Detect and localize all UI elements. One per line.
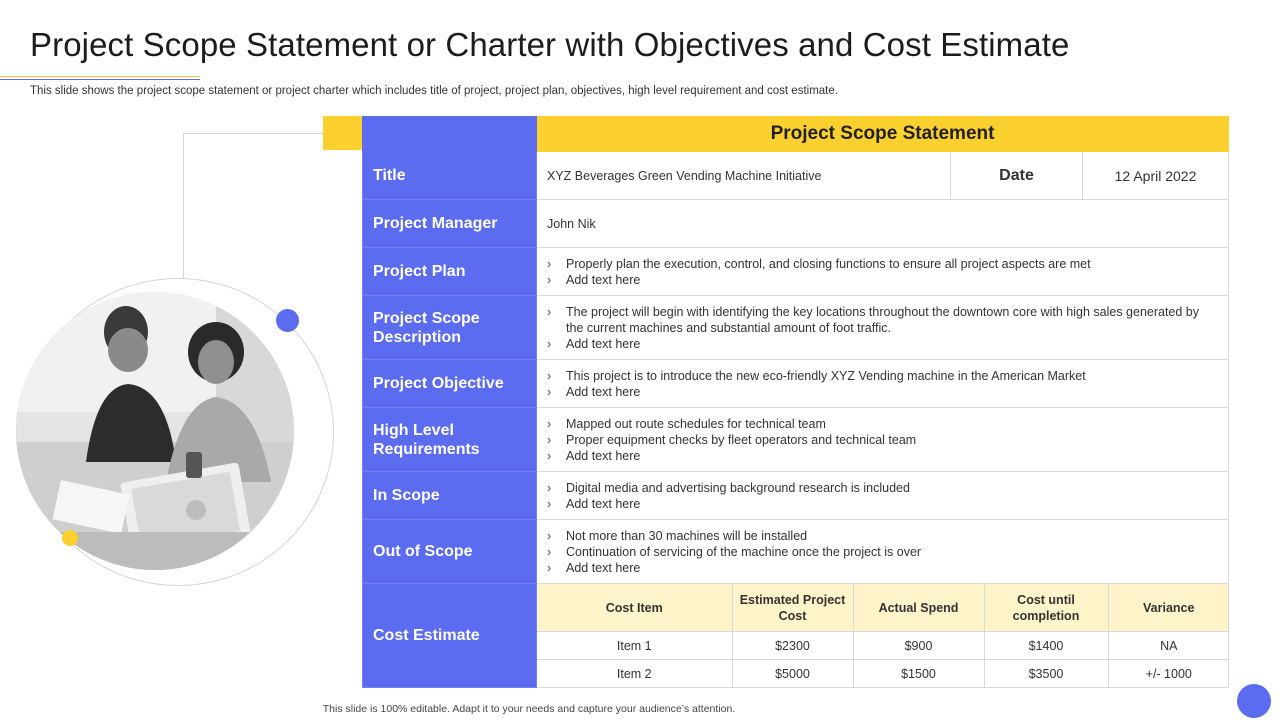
list-item: › Add text here xyxy=(547,560,1218,576)
list-item: › Mapped out route schedules for technical team xyxy=(547,416,1218,432)
decorative-dot-yellow xyxy=(62,530,78,546)
decorative-connector-vertical xyxy=(183,133,184,278)
cost-cell: NA xyxy=(1108,632,1229,660)
title-underline-blue xyxy=(0,79,200,80)
row-label-project-objective: Project Objective xyxy=(363,360,537,408)
row-label-title: Title xyxy=(363,152,537,200)
project-scope-description-content xyxy=(537,296,1229,360)
list-item: › Not more than 30 machines will be installed xyxy=(547,528,1218,544)
list-item: › The project will begin with identifying the key locations throughout the downtown core with high sales generated by the current machines and substantial amount of foot traffic. xyxy=(547,304,1218,336)
row-label-project-plan: Project Plan xyxy=(363,248,537,296)
cost-cell: Item 1 xyxy=(537,632,732,660)
cost-cell: $2300 xyxy=(732,632,853,660)
table-row xyxy=(537,632,1229,660)
title-underline-yellow xyxy=(0,76,200,77)
slide-title: Project Scope Statement or Charter with Objectives and Cost Estimate xyxy=(30,26,1070,63)
row-label-high-level-requirements: High Level Requirements xyxy=(363,408,537,472)
list-item: › This project is to introduce the new eco-friendly XYZ Vending machine in the American Market xyxy=(547,368,1218,384)
out-of-scope-content xyxy=(537,520,1229,584)
cost-cell: +/- 1000 xyxy=(1108,660,1229,688)
cost-column-header: Cost Item xyxy=(537,584,732,632)
project-plan-content xyxy=(537,248,1229,296)
list-item: › Proper equipment checks by fleet operators and technical team xyxy=(547,432,1218,448)
row-label-cost-estimate: Cost Estimate xyxy=(363,584,537,688)
cost-estimate-content xyxy=(537,584,1229,688)
cost-cell: $1500 xyxy=(853,660,984,688)
in-scope-content xyxy=(537,472,1229,520)
cost-estimate-table xyxy=(537,584,1229,687)
list-item: › Add text here xyxy=(547,448,1218,464)
list-item: › Add text here xyxy=(547,272,1218,288)
cost-cell: $3500 xyxy=(984,660,1108,688)
decorative-connector-horizontal xyxy=(183,133,323,134)
row-label-project-manager: Project Manager xyxy=(363,200,537,248)
table-header: Project Scope Statement xyxy=(537,117,1229,152)
list-item: › Properly plan the execution, control, and closing functions to ensure all project aspects are met xyxy=(547,256,1218,272)
decorative-corner-dot xyxy=(1237,684,1271,718)
cost-cell: $900 xyxy=(853,632,984,660)
team-photo xyxy=(16,292,294,570)
project-title-value: XYZ Beverages Green Vending Machine Initiative xyxy=(537,152,951,200)
list-item: › Continuation of servicing of the machine once the project is over xyxy=(547,544,1218,560)
list-item: › Add text here xyxy=(547,384,1218,400)
list-item: › Add text here xyxy=(547,336,1218,352)
cost-cell: $1400 xyxy=(984,632,1108,660)
date-value: 12 April 2022 xyxy=(1083,152,1229,200)
cost-cell: Item 2 xyxy=(537,660,732,688)
table-row xyxy=(537,660,1229,688)
slide-footer: This slide is 100% editable. Adapt it to your needs and capture your audience’s attention. xyxy=(322,703,736,715)
cost-column-header: Actual Spend xyxy=(853,584,984,632)
slide-subtitle: This slide shows the project scope statement or project charter which includes title of project, project plan, objectives, high level requirement and cost estimate. xyxy=(30,85,838,97)
cost-cell: $5000 xyxy=(732,660,853,688)
list-item: › Add text here xyxy=(547,496,1218,512)
list-item: › Digital media and advertising background research is included xyxy=(547,480,1218,496)
team-photo-illustration xyxy=(16,292,294,570)
date-label: Date xyxy=(951,152,1083,200)
cost-column-header: Cost until completion xyxy=(984,584,1108,632)
row-label-project-scope-description: Project Scope Description xyxy=(363,296,537,360)
project-objective-content xyxy=(537,360,1229,408)
cost-column-header: Variance xyxy=(1108,584,1229,632)
project-manager-value: John Nik xyxy=(537,200,1229,248)
header-yellow-tab xyxy=(323,116,363,150)
cost-column-header: Estimated Project Cost xyxy=(732,584,853,632)
decorative-dot-blue xyxy=(276,309,299,332)
high-level-requirements-content xyxy=(537,408,1229,472)
row-label-out-of-scope: Out of Scope xyxy=(363,520,537,584)
row-label-in-scope: In Scope xyxy=(363,472,537,520)
header-blue-corner xyxy=(363,117,537,152)
project-scope-table xyxy=(362,116,1229,688)
